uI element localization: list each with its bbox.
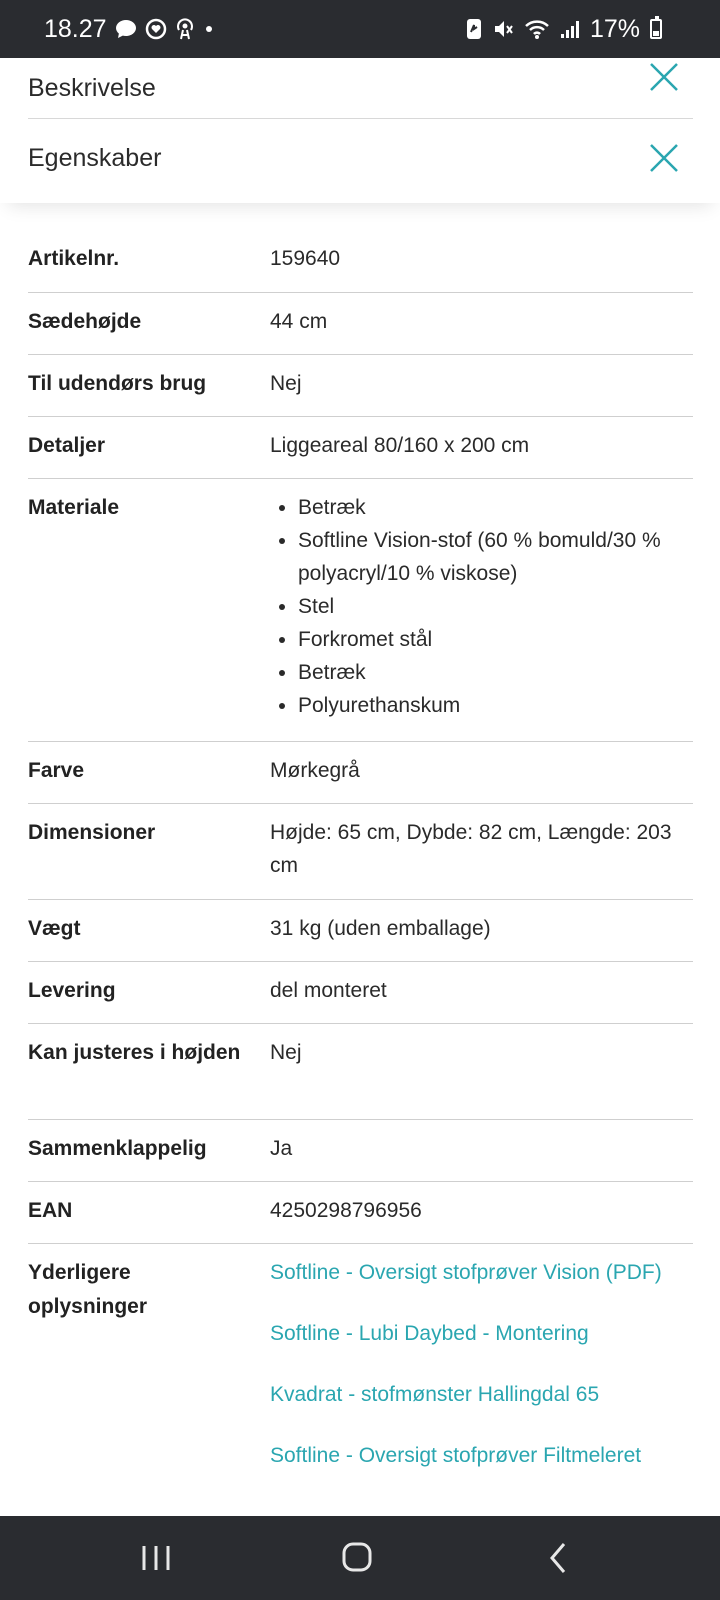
back-icon[interactable] xyxy=(540,1538,580,1578)
spec-value: Liggeareal 80/160 x 200 cm xyxy=(270,434,530,457)
spec-label: Levering xyxy=(28,979,116,1002)
dot-icon xyxy=(203,23,215,35)
spec-value: del monteret xyxy=(270,979,387,1002)
spec-value xyxy=(270,491,700,722)
spec-value xyxy=(270,1256,700,1472)
list-item: • Forkromet stål xyxy=(298,623,700,656)
chat-bubble-icon xyxy=(115,19,137,39)
accordion-title: Egenskaber xyxy=(28,143,162,172)
status-time: 18.27 xyxy=(44,14,107,43)
spec-label: Vægt xyxy=(28,917,81,940)
divider xyxy=(28,118,693,119)
material-list xyxy=(270,491,700,722)
table-row xyxy=(28,900,693,962)
battery-icon xyxy=(650,19,662,39)
spec-value: 159640 xyxy=(270,247,341,270)
table-row xyxy=(28,1120,693,1182)
accordion xyxy=(0,58,720,203)
wifi-icon xyxy=(524,18,550,40)
status-bar xyxy=(0,0,720,58)
link-lubi-montering[interactable]: Softline - Lubi Daybed - Montering xyxy=(270,1322,589,1345)
spec-value: Højde: 65 cm, Dybde: 82 cm, Længde: 203 cm xyxy=(270,821,672,877)
close-icon[interactable] xyxy=(647,60,681,94)
spec-value: Mørkegrå xyxy=(270,759,360,782)
list-item: • Betræk xyxy=(298,656,700,689)
accordion-beskrivelse[interactable] xyxy=(28,58,693,118)
close-icon[interactable] xyxy=(647,141,681,175)
spec-value: 44 cm xyxy=(270,310,328,333)
table-row xyxy=(28,355,693,417)
signal-icon xyxy=(560,19,580,39)
spec-value: Ja xyxy=(270,1137,293,1160)
spec-value: 31 kg (uden emballage) xyxy=(270,917,491,940)
spec-label: Materiale xyxy=(28,496,120,519)
specs-table xyxy=(28,230,693,1514)
spec-label: Detaljer xyxy=(28,434,106,457)
table-row xyxy=(28,1244,693,1514)
spec-label: Yderligere oplysninger xyxy=(28,1261,148,1318)
spec-label: EAN xyxy=(28,1199,73,1222)
accordion-title: Beskrivelse xyxy=(28,73,156,102)
spec-value: Nej xyxy=(270,372,302,395)
table-row xyxy=(28,417,693,479)
notification-icons xyxy=(115,18,215,40)
accordion-egenskaber[interactable] xyxy=(28,128,693,188)
table-row xyxy=(28,804,693,900)
link-filtmeleret[interactable]: Softline - Oversigt stofprøver Filtmeleret xyxy=(270,1444,642,1467)
recent-apps-icon[interactable] xyxy=(136,1538,176,1578)
spec-label: Sædehøjde xyxy=(28,310,142,333)
table-row xyxy=(28,479,693,742)
link-vision-pdf[interactable]: Softline - Oversigt stofprøver Vision (PDF) xyxy=(270,1261,662,1284)
spec-value: 4250298796956 xyxy=(270,1199,422,1222)
spec-label: Kan justeres i højden xyxy=(28,1041,241,1064)
spec-label: Til udendørs brug xyxy=(28,372,207,395)
list-item: • Stel xyxy=(298,590,700,623)
mute-icon xyxy=(492,18,514,40)
heart-badge-icon xyxy=(145,18,167,40)
spec-label: Sammenklappelig xyxy=(28,1137,207,1160)
spec-label: Dimensioner xyxy=(28,821,156,844)
table-row xyxy=(28,293,693,355)
home-icon[interactable] xyxy=(338,1538,378,1578)
list-item: • Softline Vision-stof (60 % bomuld/30 % polyacryl/10 % viskose) xyxy=(298,524,700,590)
navigation-bar xyxy=(0,1516,720,1600)
spec-label: Artikelnr. xyxy=(28,247,120,270)
link-hallingdal[interactable]: Kvadrat - stofmønster Hallingdal 65 xyxy=(270,1383,600,1406)
battery-percent: 17% xyxy=(589,14,640,43)
table-row xyxy=(28,742,693,804)
spec-value: Nej xyxy=(270,1041,302,1064)
table-row xyxy=(28,1024,693,1120)
list-item: • Polyurethanskum xyxy=(298,689,700,722)
spec-label: Farve xyxy=(28,759,85,782)
table-row xyxy=(28,962,693,1024)
podcast-icon xyxy=(175,18,195,40)
nfc-icon xyxy=(466,18,482,40)
table-row xyxy=(28,230,693,293)
table-row xyxy=(28,1182,693,1244)
system-icons xyxy=(466,15,662,44)
list-item: • Betræk xyxy=(298,491,700,524)
